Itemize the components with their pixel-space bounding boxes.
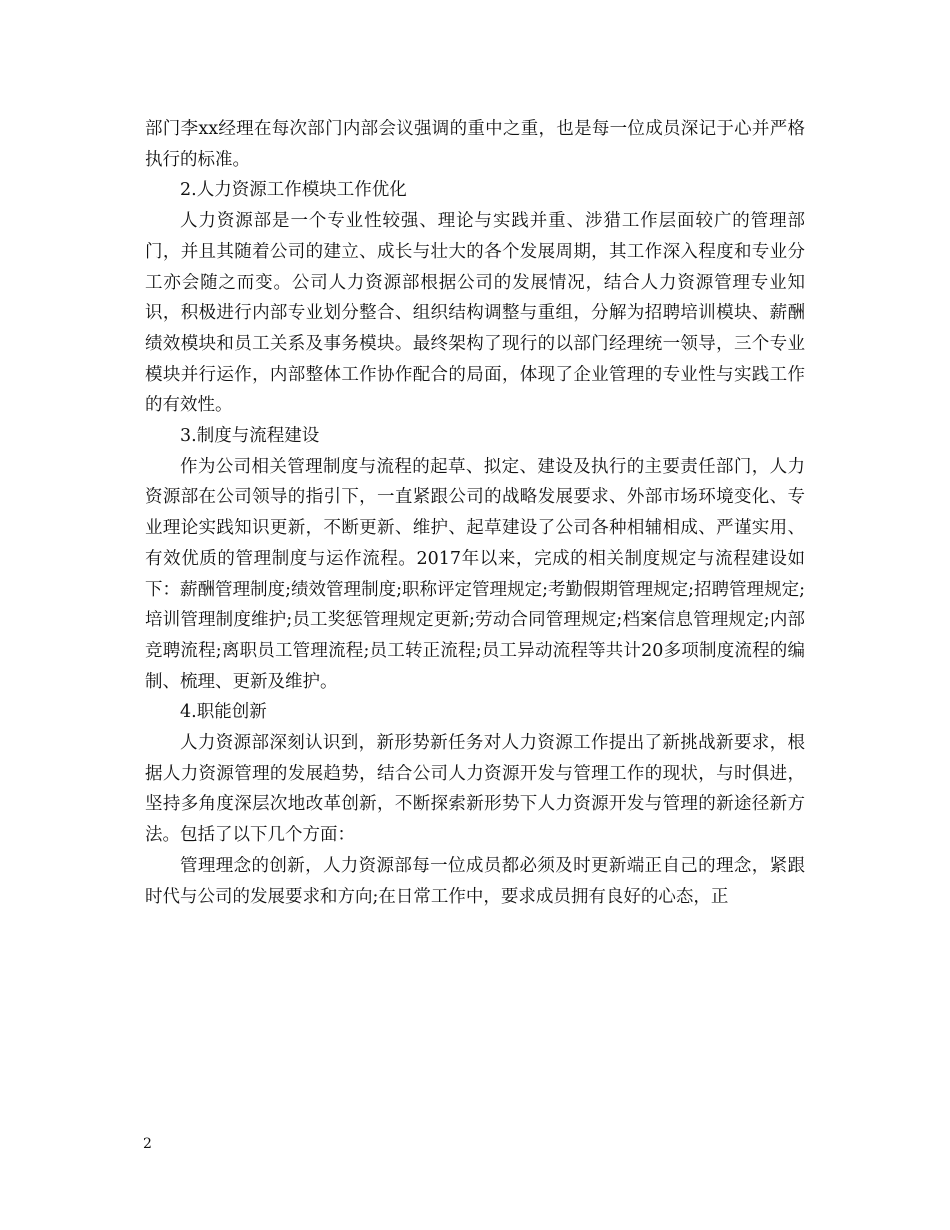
paragraph-function-innovation: 人力资源部深刻认识到，新形势新任务对人力资源工作提出了新挑战新要求，根据人力资源管理的发展趋势，结合公司人力资源开发与管理工作的现状，与时俱进，坚持多角度深层次地改革创新，不断探索新形势下人力资源开发与管理的新途径新方法。包括了以下几个方面： (145, 733, 805, 846)
section-heading-system-process: 3.制度与流程建设 (180, 426, 320, 447)
paragraph-continuation: 部门李xx经理在每次部门内部会议强调的重中之重，也是每一位成员深记于心并严格执行的标准。 (145, 119, 805, 170)
section-heading-module-optimization: 2.人力资源工作模块工作优化 (180, 180, 407, 201)
document-body (145, 114, 805, 912)
section-heading-function-innovation: 4.职能创新 (180, 702, 267, 723)
page-number: 2 (143, 1136, 152, 1152)
paragraph-module-optimization: 人力资源部是一个专业性较强、理论与实践并重、涉猎工作层面较广的管理部门，并且其随着公司的建立、成长与壮大的各个发展周期，其工作深入程度和专业分工亦会随之而变。公司人力资源部根据公司的发展情况，结合人力资源管理专业知识，积极进行内部专业划分整合、组织结构调整与重组，分解为招聘培训模块、薪酬绩效模块和员工关系及事务模块。最终架构了现行的以部门经理统一领导，三个专业模块并行运作，内部整体工作协作配合的局面，体现了企业管理的专业性与实践工作的有效性。 (145, 211, 805, 416)
paragraph-system-process: 作为公司相关管理制度与流程的起草、拟定、建设及执行的主要责任部门，人力资源部在公司领导的指引下，一直紧跟公司的战略发展要求、外部市场环境变化、专业理论实践知识更新，不断更新、维护、起草建设了公司各种相辅相成、严谨实用、有效优质的管理制度与运作流程。2017年以来，完成的相关制度规定与流程建设如下：薪酬管理制度;绩效管理制度;职称评定管理规定;考勤假期管理规定;招聘管理规定;培训管理制度维护;员工奖惩管理规定更新;劳动合同管理规定;档案信息管理规定;内部竞聘流程;离职员工管理流程;员工转正流程;员工异动流程等共计20多项制度流程的编制、梳理、更新及维护。 (145, 456, 805, 692)
paragraph-management-concept: 管理理念的创新，人力资源部每一位成员都必须及时更新端正自己的理念，紧跟时代与公司的发展要求和方向;在日常工作中，要求成员拥有良好的心态，正 (145, 855, 805, 907)
